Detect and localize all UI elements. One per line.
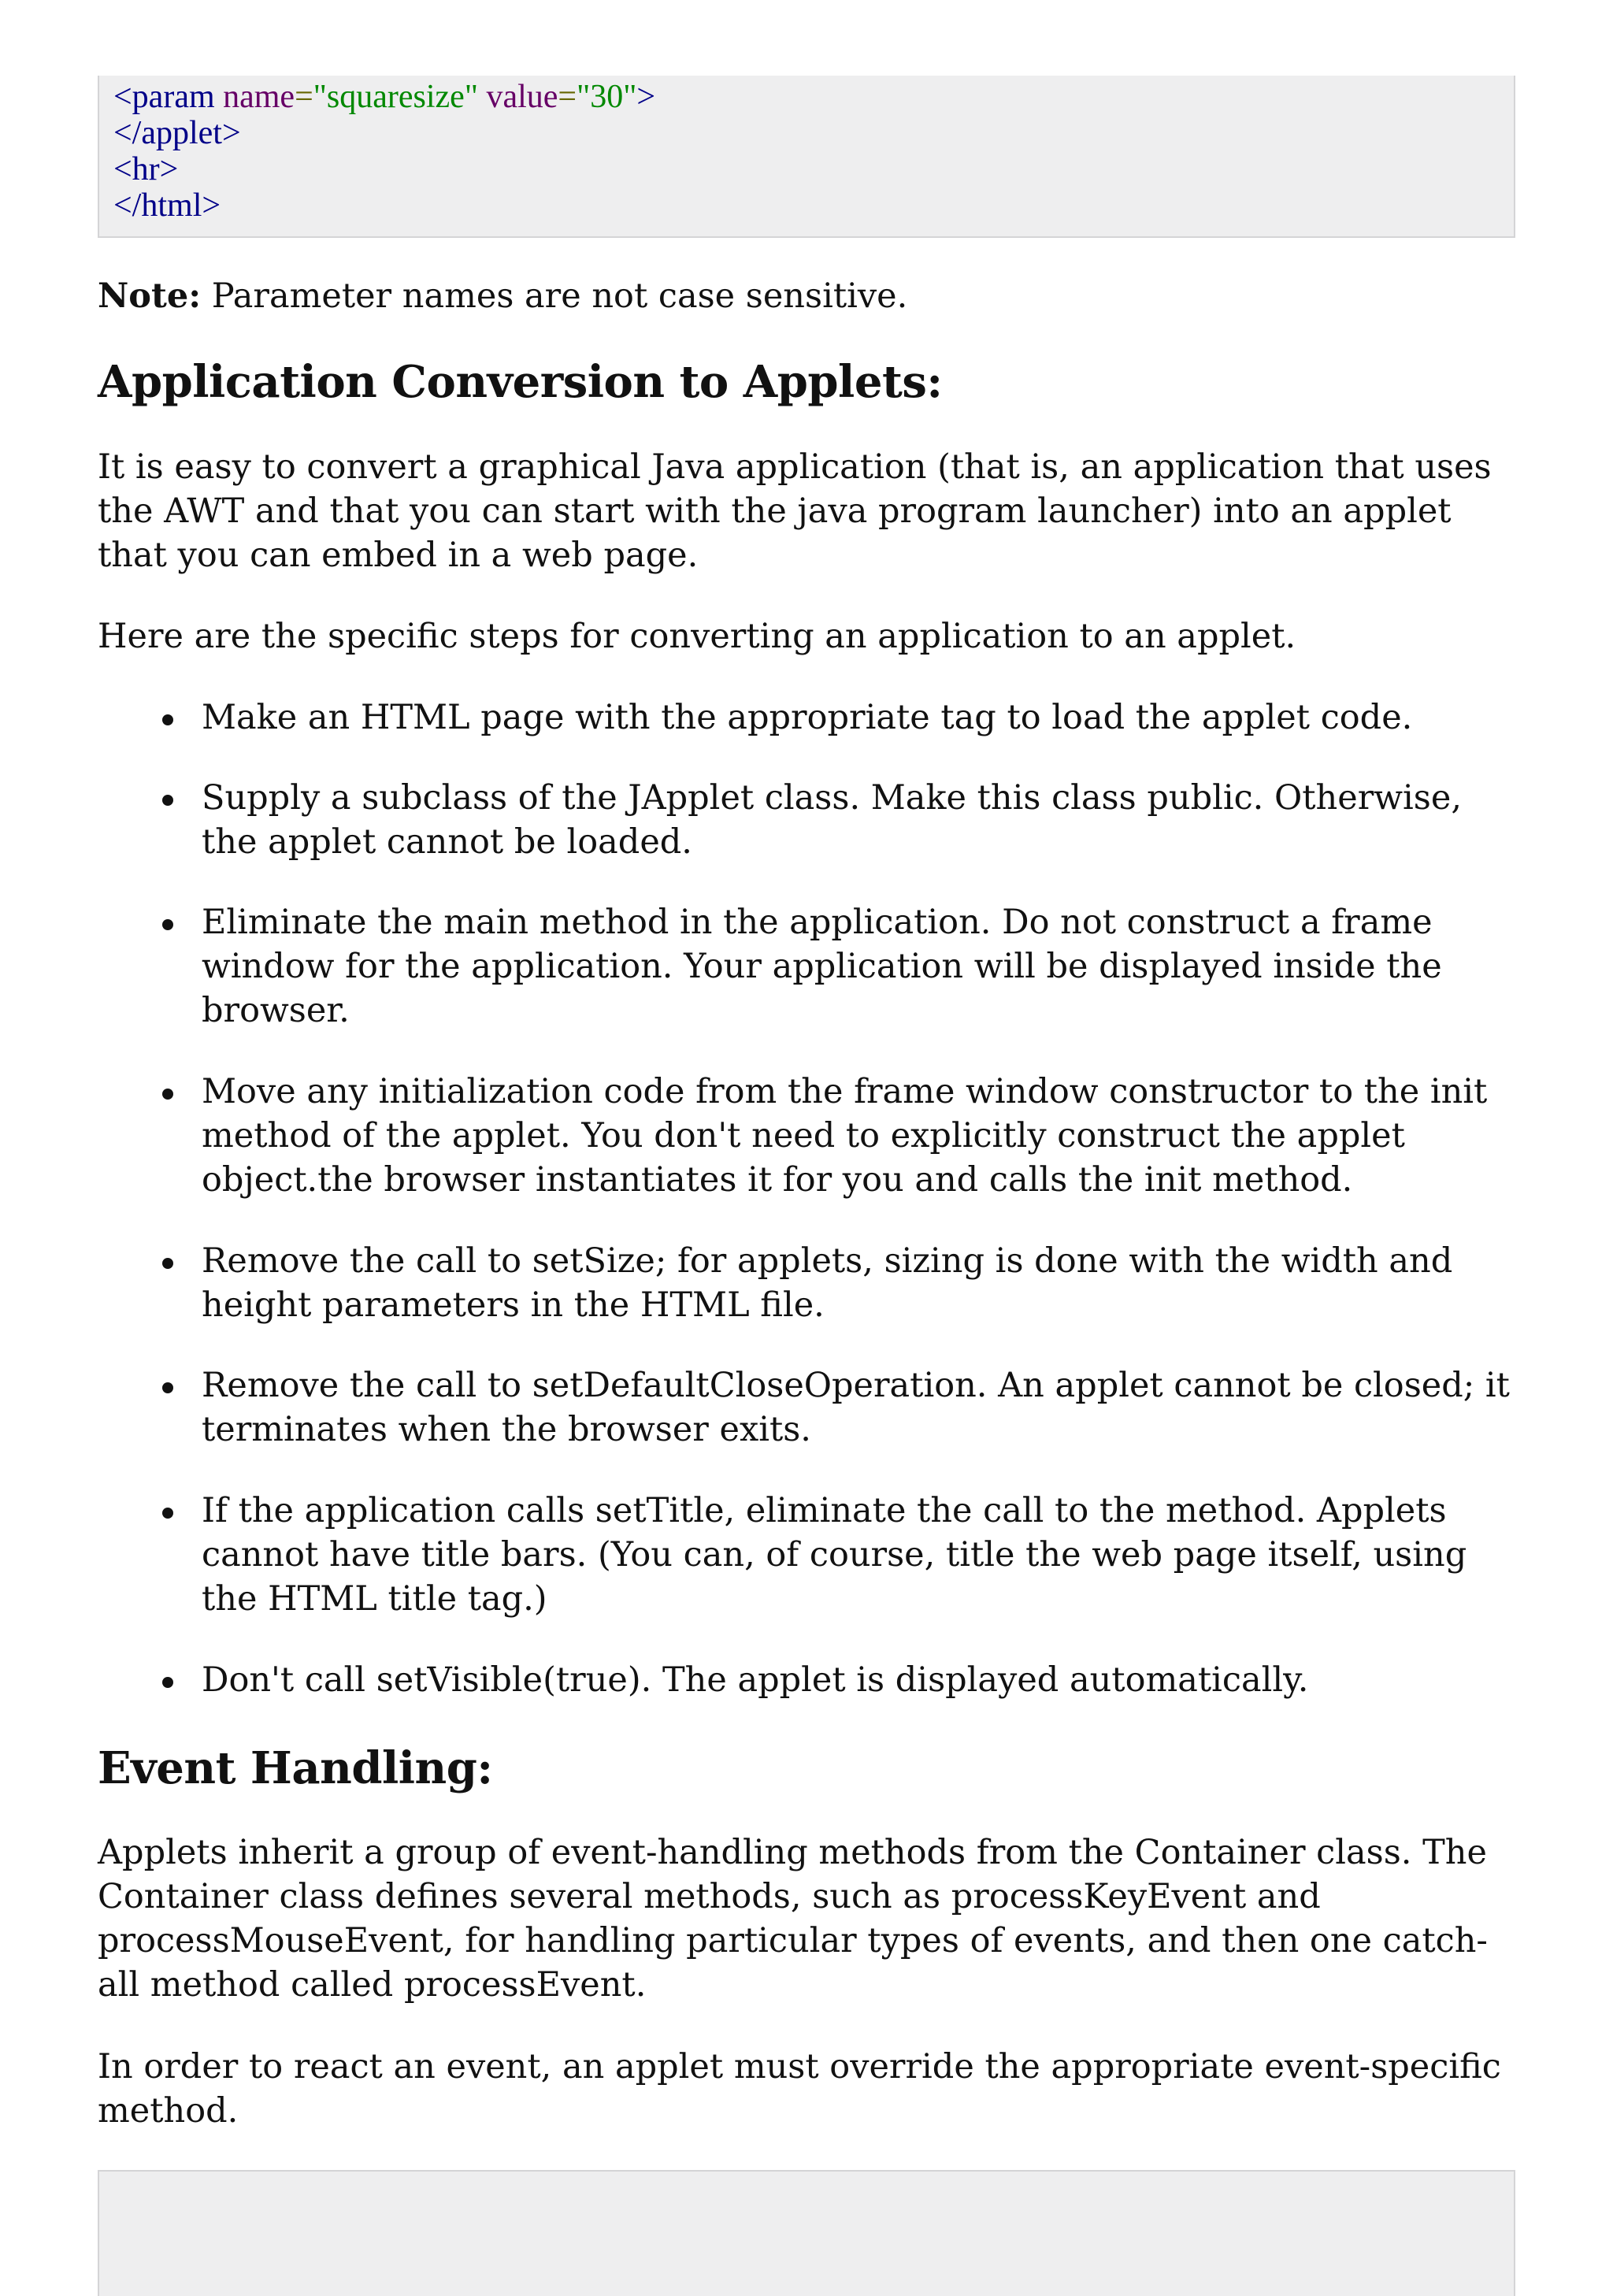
code-token-tag: > [636, 79, 656, 115]
note-paragraph [98, 274, 1523, 318]
list-item [202, 1070, 1525, 1202]
list-item [202, 1489, 1525, 1621]
note-text: Parameter names are not case sensitive. [201, 276, 908, 316]
list-item [202, 1658, 1525, 1702]
bullet-icon [162, 1677, 173, 1688]
list-item-text: Supply a subclass of the JApplet class. Make this class public. Otherwise, the applet cannot be loaded. [202, 778, 1462, 862]
code-token-value: "30" [577, 79, 637, 115]
list-item [202, 900, 1525, 1033]
bullet-icon [162, 1258, 173, 1269]
list-item [202, 776, 1525, 864]
paragraph-conversion-steps: Here are the specific steps for converting an application to an applet. [98, 617, 1296, 656]
list-item [202, 1363, 1525, 1452]
code-token-attr: value [477, 79, 558, 115]
code-token-tag: <param [113, 79, 215, 115]
bullet-icon [162, 919, 173, 930]
paragraph-event-methods: Applets inherit a group of event-handling methods from the Container class. The Container class defines several methods, such as processKeyEvent and processMouseEvent, for handling particular types of events, and then one catch-all method called processEvent. [98, 1833, 1488, 2005]
bullet-icon [162, 795, 173, 806]
note-label: Note: [98, 276, 202, 316]
paragraph-conversion-intro: It is easy to convert a graphical Java application (that is, an application that uses the AWT and that you can start with the java program launcher) into an applet that you can embed in a web page. [98, 447, 1492, 575]
heading-event-handling: Event Handling: [98, 1742, 493, 1794]
code-block-bottom [98, 2170, 1515, 2296]
list-item-text: Don't call setVisible(true). The applet is displayed automatically. [202, 1660, 1309, 1700]
bullet-icon [162, 1382, 173, 1393]
list-item-text: Remove the call to setSize; for applets, sizing is done with the width and height parameters in the HTML file. [202, 1241, 1453, 1325]
paragraph-event-override: In order to react an event, an applet must override the appropriate event-specific method. [98, 2047, 1501, 2131]
list-item-text: If the application calls setTitle, eliminate the call to the method. Applets cannot have title bars. (You can, of course, title the web page itself, using the HTML title tag.) [202, 1491, 1467, 1619]
list-item-text: Make an HTML page with the appropriate tag to load the applet code. [202, 698, 1413, 737]
code-line-applet-close: </applet> [113, 115, 241, 151]
list-item-text: Move any initialization code from the frame window constructor to the init method of the applet. You don't need to explicitly construct the applet object.the browser instantiates it for you and calls the init method. [202, 1072, 1488, 1200]
bullet-icon [162, 1508, 173, 1519]
list-item [202, 695, 1525, 740]
code-token-value: "squaresize" [313, 79, 478, 115]
list-item-text: Eliminate the main method in the application. Do not construct a frame window for the application. Your application will be displayed inside the browser. [202, 903, 1442, 1030]
heading-application-conversion: Application Conversion to Applets: [98, 356, 943, 408]
list-item-text: Remove the call to setDefaultCloseOperation. An applet cannot be closed; it terminates when the browser exits. [202, 1366, 1510, 1449]
code-token-punct: = [295, 79, 313, 115]
code-token-punct: = [558, 79, 577, 115]
code-line-param [113, 79, 1514, 115]
code-line-hr: <hr> [113, 151, 179, 187]
bullet-icon [162, 1089, 173, 1100]
list-item [202, 1239, 1525, 1327]
code-token-attr: name [214, 79, 295, 115]
code-block-top [98, 76, 1515, 238]
bullet-icon [162, 714, 173, 725]
code-line-html-close: </html> [113, 187, 221, 224]
